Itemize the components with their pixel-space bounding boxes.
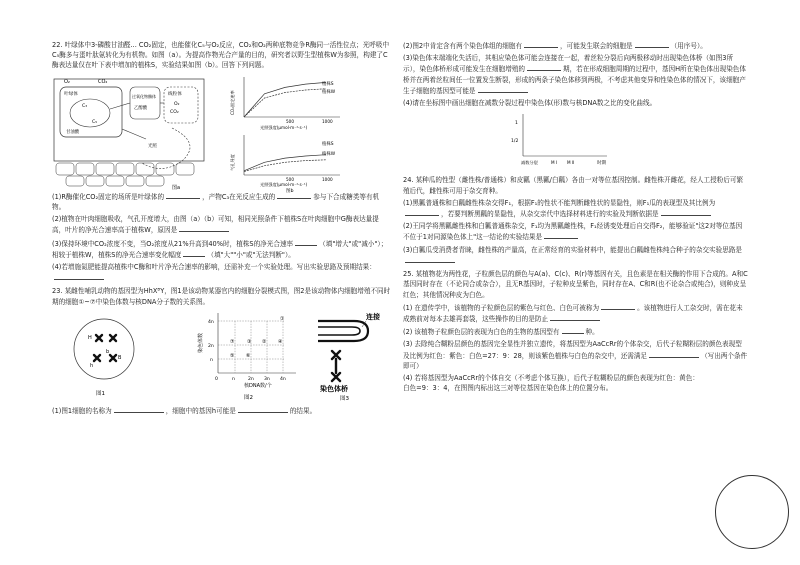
answer-blank[interactable]: [544, 231, 578, 239]
y-tick: n: [210, 357, 213, 363]
answer-blank[interactable]: [179, 224, 229, 232]
x-tick: 0: [215, 376, 218, 382]
chromosome-dna-chart: [192, 309, 312, 401]
diagram-label: 过氧化物酶体: [132, 93, 156, 99]
gene-label: b: [106, 348, 110, 355]
leaf-cells: [56, 163, 194, 186]
q23-intro: 23. 某雌性哺乳动物的基因型为HhXᴮY，图1是该动物某器官内的细胞分裂模式图，图2是该动物体内细胞增殖不同时期的细胞①~⑦中染色体数与核DNA分子数的关系图。: [52, 287, 391, 306]
cell-division-figure: [70, 309, 140, 399]
answer-blank[interactable]: [54, 272, 104, 280]
y-tick: 1: [515, 121, 518, 127]
q25-1: (1) 在遗传学中，该植物的子粒颜色层的紫色与红色、白色可被称为 。该植物进行人工杂交时，需在花未成熟前对每本去雄再套袋，这些操作的目的是防止: [403, 303, 743, 323]
q24-2: (2)王同学将黑瓤雌性株和白瓤普通株杂交，F₁均为黑瓤雌性株，F₁经诱变处理后自交得F₂，能够验证"这2对等位基因不位于1对同源染色体上"这一结论的实验结果是: [403, 222, 743, 242]
answer-circle: [715, 475, 789, 549]
x-tick-label: 500: [286, 176, 294, 182]
y-axis-label: 气孔导度: [230, 153, 235, 171]
data-point-label: ⑤: [230, 352, 235, 359]
x-tick: 3n: [264, 376, 270, 382]
gene-label: h: [90, 362, 94, 369]
answer-blank[interactable]: [601, 302, 635, 310]
answer-blank[interactable]: [295, 238, 317, 246]
q23-figures: [52, 309, 392, 405]
q25-2: (2) 该植物子粒颜色层的表现为白色的生物的基因型有 种。: [403, 328, 599, 337]
co2-fixation-chart: [230, 73, 370, 131]
legend-w: 植株W: [322, 89, 336, 95]
diagram-label: O₂: [64, 78, 70, 85]
q24-intro: 24. 某种瓜的性型（雌性株/普通株）和皮瓤（黑瓤/白瓤）各由一对等位基因控制。雌性株开雌花，经人工授粉后可繁殖后代，雌性株可用于杂交育种。: [403, 176, 744, 195]
chromosome: [110, 335, 116, 341]
y-tick: 4n: [208, 319, 214, 325]
x-axis-label: 光照强度(μmol·m⁻²·s⁻¹): [260, 181, 308, 187]
diagram-label: C₅: [92, 119, 98, 125]
legend-s: 植株S: [322, 141, 334, 147]
data-point-label: ①: [280, 315, 285, 322]
meiosis-ratio-axes: [503, 110, 623, 172]
diagram-label: CO₂: [170, 109, 179, 115]
x-tick-label: 1000: [322, 176, 333, 182]
answer-blank[interactable]: [183, 249, 205, 257]
answer-blank[interactable]: [405, 255, 455, 263]
left-column: [52, 40, 392, 418]
q22-intro: 22. 叶绿体中3-磷酸甘油醛... CO₂固定，也能催化C₅与O₂反应，CO₂和O₂两种底物竞争R酶同一活性位点；光呼吸中C₅酶多与蛋叶肽氨转化为有机物。如图（a）。为提高作物光合产量的目的，研究者以野生型植株W为参照，构建了C酶表达量仅在叶下表中增加的植株S，实验结果如图（b）。回答下列问题。: [52, 41, 390, 70]
x-axis-label: 时期: [597, 161, 607, 167]
diagram-label: 线粒体: [168, 91, 182, 97]
q22-figures: [52, 73, 392, 191]
q25-intro: 25. 某植物花为两性花，子粒颜色层的颜色与A(a)、C(c)、R(r)等基因有关，且色素是在相关酶的作用下合成的。A和C基因同时存在（不论同合或杂合），且无R基因时，子粒种皮呈紫色，同时存在A、C和R(也不论杂合或纯合)，则种皮呈红色；其他情况种皮为白色。: [403, 270, 748, 299]
data-point-label: ⑦: [230, 338, 235, 345]
diagram-label: CO₂: [98, 78, 108, 85]
series-line-s: [244, 82, 326, 117]
answer-blank[interactable]: [649, 350, 699, 358]
y-axis-label: 染色体数: [198, 332, 204, 353]
figure-3-caption: 图3: [340, 395, 349, 401]
y-axis-label: CO₂固定速率: [230, 90, 235, 115]
x-tick: 2n: [248, 376, 254, 382]
right-column: [403, 40, 748, 395]
bridge-chromosome: [332, 351, 340, 381]
chromosome: [110, 355, 116, 361]
cell-outline: [74, 319, 134, 379]
gene-label: B: [118, 354, 122, 361]
answer-blank[interactable]: [550, 313, 600, 321]
x-tick: n: [232, 376, 235, 382]
y-tick: 2n: [208, 343, 214, 349]
q22-2: (2)植物在叶肉细胞吸收，气孔开度增大，由图（a）（b）可知，相同光照条件下植株S在叶肉细胞中G酶表达量提高，叶片的净光合速率高于植株W，原因是: [52, 215, 379, 235]
calvin-cycle: [70, 99, 110, 127]
bridge-label: 染色体桥: [320, 384, 348, 393]
photorespiration-diagram: [52, 73, 217, 191]
diagram-label: 甘油酸: [66, 129, 80, 135]
chromosome: [96, 335, 102, 341]
diagram-label: 乙醇酸: [134, 105, 148, 111]
q22-3: (3)保持环境中CO₂浓度不变，当O₂浓度从21%升高到40%时，植株S的净光合速率 （填"增大"或"减小"）；相较于植株W，植株S的净光合速率变化幅度 （填"大""小"或"无法判断"）。: [52, 239, 388, 259]
answer-blank[interactable]: [166, 191, 200, 199]
x-tick-label: 1000: [322, 118, 333, 124]
q25-3: (3) 去除纯合糊粉层颜色的基因完全显性并独立遗传，将基因型为AaCcRr的个体杂交，后代子粒糊粉层的颜色表现型及比例为红色：紫色：白色=27：9：28，则该紫色植株与白色的杂交中，还需满足 （写出两个条件即可）: [403, 340, 748, 370]
answer-blank[interactable]: [238, 405, 288, 413]
q25-4: (4) 若将基因型为AaCcRr的个体自交（不考虑个体互换），后代子粒糊粉层的颜色表现为红色：黄色：白色=9：3：4，在图图内标出这三对等位基因在染色体上的位置分布。: [403, 374, 699, 393]
x-tick: 减数分裂: [521, 160, 538, 166]
answer-blank[interactable]: [635, 40, 669, 48]
x-axis-label: 光照强度(μmol·m⁻²·s⁻¹): [260, 124, 308, 130]
arrow-3: [122, 129, 146, 139]
x-tick-label: 500: [286, 118, 294, 124]
diagram-label: 光照: [148, 143, 157, 149]
answer-blank[interactable]: [524, 40, 558, 48]
q23-4: (4)请在坐标图中画出细胞在减数分裂过程中染色体(形)数与核DNA数之比的变化曲线。: [403, 99, 657, 108]
diagram-label: O₂: [174, 101, 180, 107]
q22-1: (1)R酶催化CO₂固定的场所是叶绿体的 ，产物C₃在光反应生成的 参与下合成糖类等有机物。: [52, 192, 380, 211]
answer-blank[interactable]: [405, 208, 439, 216]
gene-label: H: [88, 334, 92, 341]
data-point-label: ④: [278, 338, 283, 345]
figure-1-caption: 图1: [96, 390, 105, 397]
gridlines: [218, 321, 284, 373]
legend-w: 植株W: [322, 151, 336, 157]
connection-label: 连接: [366, 312, 380, 321]
peroxisome-box: [130, 87, 160, 119]
x-tick: M Ⅱ: [567, 160, 575, 166]
legend-s: 植株S: [322, 81, 334, 87]
figure-a-caption: 图a: [172, 184, 181, 191]
x-axis-label: 核DNA数/个: [244, 382, 272, 389]
q24-1: (1)黑瓤普通株和白瓤雌性株杂交得F₁，根据F₁的性状不能判断雌性状的显隐性，则F₁瓜的表现型及其比例为，若要判断黑瓤的显隐性，从杂交亲代中选择材料进行的实验及判断依据是: [403, 198, 716, 218]
q23-3: (3)染色体末端端化失活后，其相应染色体可能会连接在一起，着丝粒分裂后向两极移动时出现染色体桥（如图3所示），染色体桥形成可能发生在细胞增殖的 期，若在形成细胞周期的过程中，基因H所在染色体出现染色体桥并在两着丝粒间任一位置发生断裂，形成的两条子染色体移到两极，不考虑其他变异和性染色体的情况下，该细胞产生子细胞的基因型可能是: [403, 54, 746, 95]
chromosome-bridge-figure: [314, 309, 394, 401]
arrow-1: [110, 103, 130, 109]
answer-blank[interactable]: [661, 208, 711, 216]
data-point-label: ③: [247, 338, 252, 345]
answer-blank[interactable]: [562, 326, 584, 334]
figure-2-caption: 图2: [244, 394, 253, 401]
answer-blank[interactable]: [478, 85, 528, 93]
bridge-chromatid: [318, 327, 360, 335]
q23-2: (2)图2中肯定含有两个染色体组的细胞有 ，可能发生联会的细胞是 （用序号）。: [403, 42, 707, 50]
stomatal-conductance-chart: [230, 131, 370, 193]
x-tick: 4n: [280, 376, 286, 382]
answer-blank[interactable]: [527, 63, 561, 71]
answer-blank[interactable]: [114, 405, 164, 413]
q22-4: (4)若增施氮肥能提高植株中C酶和叶片净光合速率的影响，还需补充一个实验处理。写出实验思路及预期结果：: [52, 262, 392, 283]
chromosome: [94, 355, 100, 361]
q24-3: (3)白瓤瓜受消费者青睐，雌性株的产量高，在正常经育的实验材料中，能提出白瓤雌性株纯合种子的杂交实验思路是: [403, 245, 748, 266]
figure-b-caption: 图b: [286, 188, 294, 193]
diagram-label: C₃: [82, 103, 88, 109]
x-tick: M Ⅰ: [551, 160, 558, 166]
data-point-label: ②: [262, 338, 267, 345]
diagram-label: 叶绿体: [64, 91, 78, 97]
y-tick: 1/2: [511, 139, 519, 145]
q23-1: (1)图1细胞的名称为 ，细胞中的基因h可能是 的结果。: [52, 406, 317, 415]
data-point-label: ⑥: [246, 352, 251, 359]
